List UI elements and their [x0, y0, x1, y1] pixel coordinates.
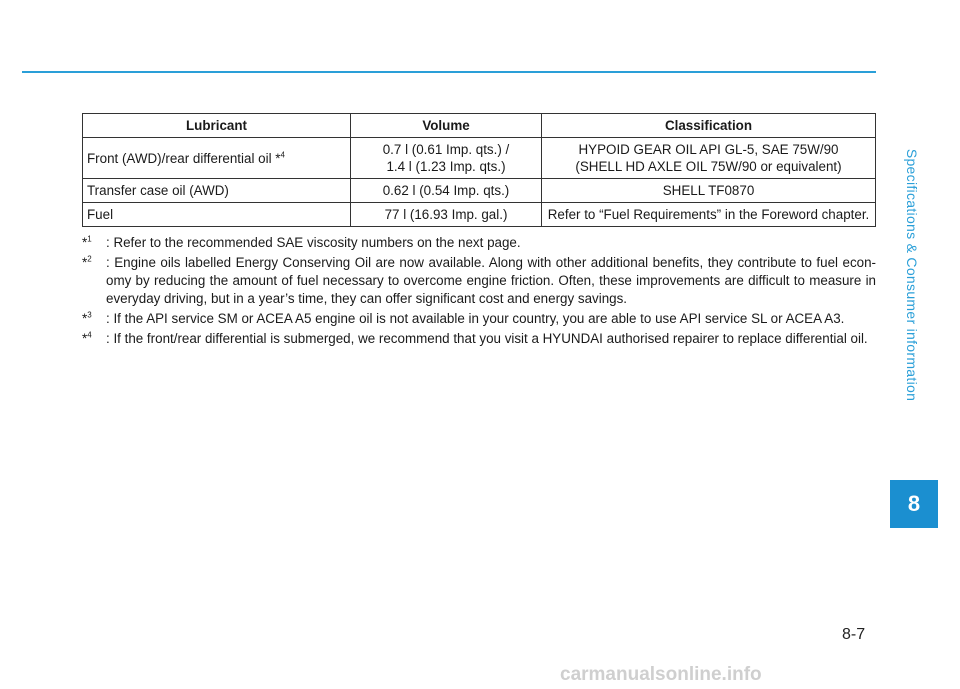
classification-cell: Refer to “Fuel Requirements” in the Foreword chapter. [542, 203, 876, 227]
chapter-number: 8 [907, 491, 921, 516]
classification-cell [542, 138, 876, 179]
footnote-item [82, 310, 876, 328]
footnote-text: : Refer to the recommended SAE viscosity numbers on the next page. [106, 235, 521, 250]
footnotes [82, 234, 876, 350]
footnote-item [82, 254, 876, 308]
footnote-text: : Engine oils labelled Energy Conserving Oil are now available. Along with other additional benefits, they contribute to fuel econ-omy by reducing the amount of fuel necessary to overcome engine friction. Often, these improvements are difficult to measure in everyday driving, but in a year’s time, they can offer significant cost and energy savings. [106, 255, 876, 306]
top-divider [22, 71, 876, 73]
footnote-marker: *$^2$ [82, 254, 92, 270]
section-title: Specifications & Consumer information [904, 148, 921, 402]
table-header-row [83, 114, 876, 138]
footnote-item [82, 330, 876, 348]
volume-line: 0.7 l (0.61 Imp. qts.) / [382, 142, 510, 157]
table-row [83, 138, 876, 179]
footnote-text: : If the API service SM or ACEA A5 engine oil is not available in your country, you are able to use API service SL or ACEA A3. [106, 311, 845, 326]
footnote-marker: *$^1$ [82, 234, 92, 250]
classification-cell: SHELL TF0870 [542, 179, 876, 203]
section-side-label [898, 70, 926, 480]
header-volume: Volume [351, 114, 542, 138]
chapter-tab [890, 480, 938, 528]
lubricant-text: Front (AWD)/rear differential oil * [87, 150, 281, 166]
footnote-text: : If the front/rear differential is submerged, we recommend that you visit a HYUNDAI authorised repairer to replace differential oil. [106, 331, 868, 346]
header-lubricant: Lubricant [83, 114, 351, 138]
header-classification: Classification [542, 114, 876, 138]
table-row [83, 179, 876, 203]
classification-line: (SHELL HD AXLE OIL 75W/90 or equivalent) [575, 159, 842, 174]
footnote-ref: 4 [280, 150, 285, 160]
footnote-item [82, 234, 876, 252]
footnote-marker: *$^4$ [82, 330, 92, 346]
lubricant-table [82, 113, 876, 227]
volume-line: 1.4 l (1.23 Imp. qts.) [386, 159, 506, 174]
lubricant-cell: Transfer case oil (AWD) [83, 179, 351, 203]
volume-cell: 77 l (16.93 Imp. gal.) [351, 203, 542, 227]
lubricant-cell [83, 138, 351, 179]
watermark: carmanualsonline.info [560, 664, 762, 685]
footnote-marker: *$^3$ [82, 310, 92, 326]
table-row [83, 203, 876, 227]
volume-cell: 0.62 l (0.54 Imp. qts.) [351, 179, 542, 203]
volume-cell [351, 138, 542, 179]
classification-line: HYPOID GEAR OIL API GL-5, SAE 75W/90 [578, 142, 839, 157]
lubricant-cell: Fuel [83, 203, 351, 227]
page-number: 8-7 [842, 626, 866, 643]
